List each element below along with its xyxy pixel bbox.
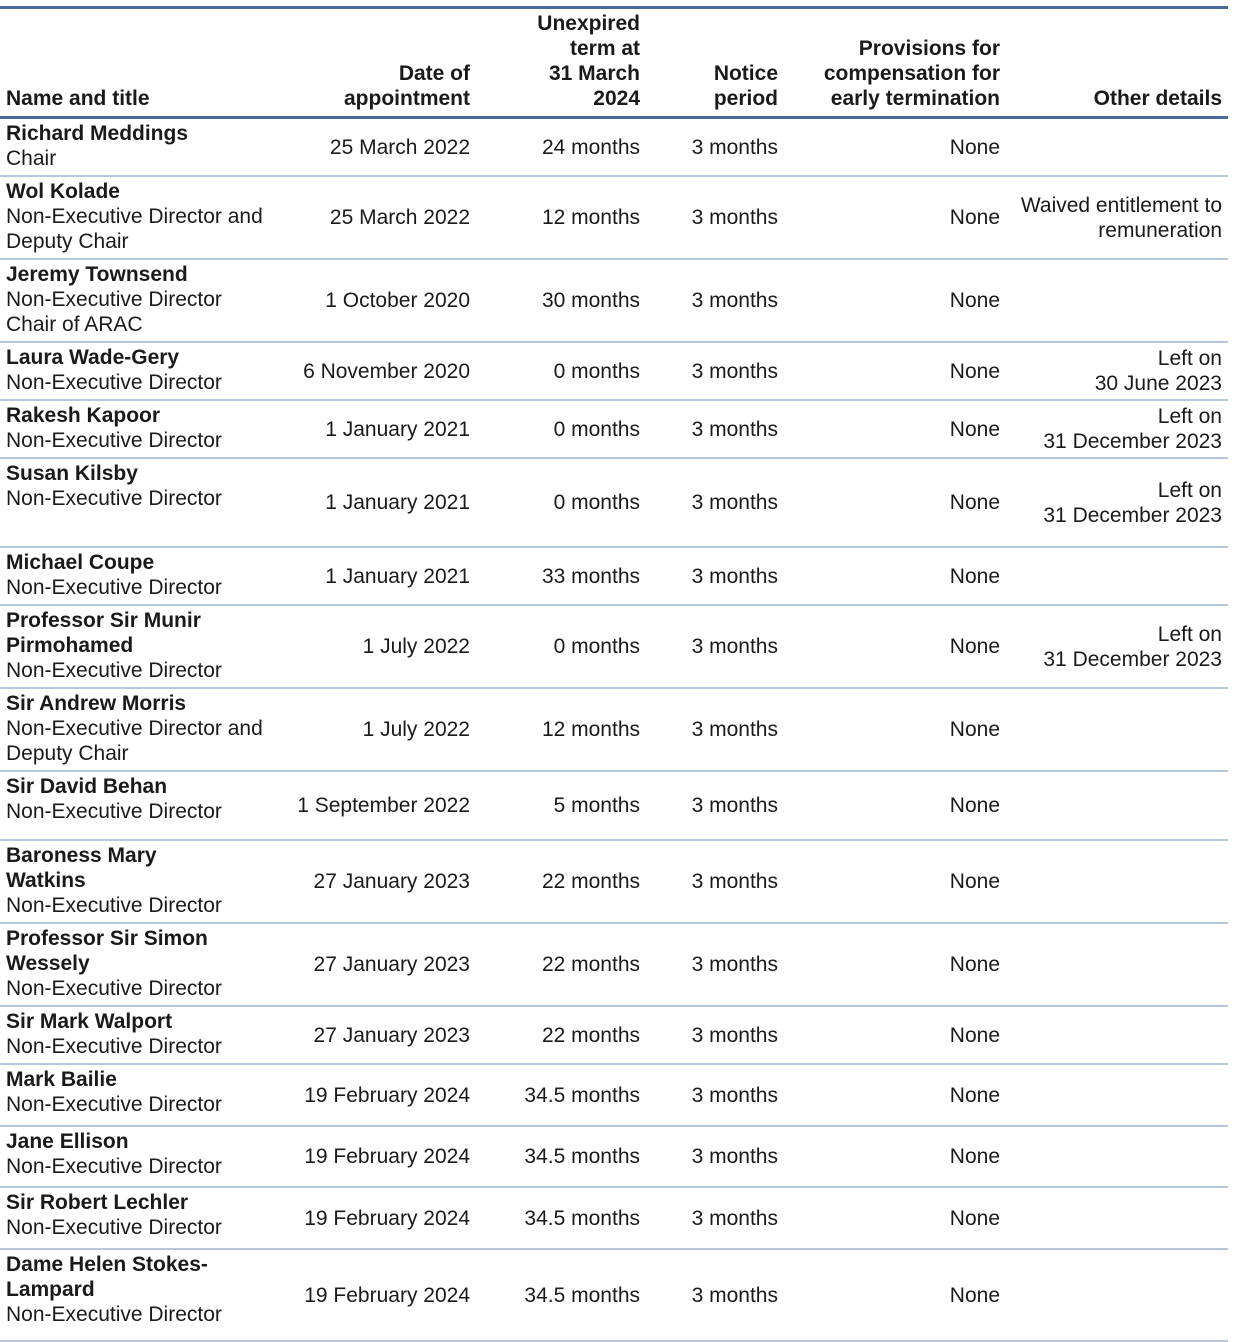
member-name: Susan Kilsby xyxy=(6,462,138,485)
member-title: Non-Executive Director xyxy=(6,894,222,917)
member-name: Michael Coupe xyxy=(6,551,155,574)
cell-notice-period: 3 months xyxy=(646,1187,784,1249)
table-row xyxy=(0,176,1228,259)
cell-unexpired-term: 12 months xyxy=(476,688,646,771)
cell-notice-period: 3 months xyxy=(646,1064,784,1126)
member-name: Wol Kolade xyxy=(6,180,120,203)
cell-unexpired-term: 5 months xyxy=(476,771,646,840)
table-body xyxy=(0,118,1228,1342)
cell-unexpired-term: 33 months xyxy=(476,547,646,605)
cell-name-and-title xyxy=(0,688,282,771)
member-name: Richard Meddings xyxy=(6,122,189,145)
cell-name-and-title xyxy=(0,1126,282,1187)
appointments-table-container xyxy=(0,6,1228,1342)
cell-compensation: None xyxy=(784,342,1006,400)
cell-unexpired-term: 22 months xyxy=(476,840,646,923)
member-title: Non-Executive Director xyxy=(6,1216,222,1239)
cell-other-details xyxy=(1006,771,1228,840)
cell-compensation: None xyxy=(784,1187,1006,1249)
cell-unexpired-term: 12 months xyxy=(476,176,646,259)
table-row xyxy=(0,771,1228,840)
cell-date-of-appointment: 25 March 2022 xyxy=(282,176,476,259)
cell-compensation: None xyxy=(784,400,1006,458)
cell-compensation: None xyxy=(784,118,1006,177)
cell-notice-period: 3 months xyxy=(646,688,784,771)
cell-other-details xyxy=(1006,840,1228,923)
cell-compensation: None xyxy=(784,840,1006,923)
table-header xyxy=(0,8,1228,118)
table-row xyxy=(0,1064,1228,1126)
member-name: Professor Sir Simon Wessely xyxy=(6,927,208,975)
cell-notice-period: 3 months xyxy=(646,771,784,840)
cell-name-and-title xyxy=(0,1006,282,1064)
table-row xyxy=(0,840,1228,923)
member-title: Non-Executive Director xyxy=(6,800,222,823)
member-title: Non-Executive Director xyxy=(6,1093,222,1116)
cell-other-details: Waived entitlement to remuneration xyxy=(1006,176,1228,259)
member-title: Non-Executive Director and Deputy Chair xyxy=(6,717,263,765)
cell-notice-period: 3 months xyxy=(646,1006,784,1064)
cell-date-of-appointment: 27 January 2023 xyxy=(282,840,476,923)
cell-other-details: Left on 31 December 2023 xyxy=(1006,400,1228,458)
cell-name-and-title xyxy=(0,342,282,400)
member-name: Dame Helen Stokes- Lampard xyxy=(6,1253,208,1301)
cell-name-and-title xyxy=(0,1064,282,1126)
cell-unexpired-term: 0 months xyxy=(476,342,646,400)
cell-other-details xyxy=(1006,1064,1228,1126)
cell-date-of-appointment: 1 July 2022 xyxy=(282,688,476,771)
header-compensation-provisions: Provisions for compensation for early termination xyxy=(784,8,1006,118)
cell-other-details: Left on 31 December 2023 xyxy=(1006,458,1228,547)
member-title: Non-Executive Director xyxy=(6,977,222,1000)
member-title: Non-Executive Director xyxy=(6,1035,222,1058)
cell-notice-period: 3 months xyxy=(646,547,784,605)
table-row xyxy=(0,259,1228,342)
cell-other-details xyxy=(1006,259,1228,342)
member-title: Non-Executive Director xyxy=(6,371,222,394)
table-row xyxy=(0,118,1228,177)
cell-compensation: None xyxy=(784,1064,1006,1126)
cell-other-details xyxy=(1006,688,1228,771)
cell-name-and-title xyxy=(0,1187,282,1249)
table-row xyxy=(0,923,1228,1006)
cell-unexpired-term: 24 months xyxy=(476,118,646,177)
cell-unexpired-term: 30 months xyxy=(476,259,646,342)
cell-notice-period: 3 months xyxy=(646,259,784,342)
cell-name-and-title xyxy=(0,547,282,605)
cell-unexpired-term: 0 months xyxy=(476,605,646,688)
cell-notice-period: 3 months xyxy=(646,1249,784,1341)
cell-other-details xyxy=(1006,923,1228,1006)
cell-date-of-appointment: 25 March 2022 xyxy=(282,118,476,177)
cell-name-and-title xyxy=(0,771,282,840)
cell-compensation: None xyxy=(784,458,1006,547)
cell-notice-period: 3 months xyxy=(646,400,784,458)
cell-notice-period: 3 months xyxy=(646,458,784,547)
member-name: Jane Ellison xyxy=(6,1130,129,1153)
cell-date-of-appointment: 27 January 2023 xyxy=(282,923,476,1006)
cell-name-and-title xyxy=(0,458,282,547)
member-name: Jeremy Townsend xyxy=(6,263,188,286)
cell-unexpired-term: 34.5 months xyxy=(476,1249,646,1341)
cell-compensation: None xyxy=(784,923,1006,1006)
member-name: Sir David Behan xyxy=(6,775,168,798)
cell-name-and-title xyxy=(0,840,282,923)
header-unexpired-term: Unexpired term at 31 March 2024 xyxy=(476,8,646,118)
table-row xyxy=(0,1187,1228,1249)
cell-compensation: None xyxy=(784,605,1006,688)
member-title: Non-Executive Director xyxy=(6,1303,222,1326)
cell-date-of-appointment: 19 February 2024 xyxy=(282,1187,476,1249)
cell-notice-period: 3 months xyxy=(646,605,784,688)
header-date-of-appointment: Date of appointment xyxy=(282,8,476,118)
member-title: Non-Executive Director xyxy=(6,1155,222,1178)
cell-date-of-appointment: 1 July 2022 xyxy=(282,605,476,688)
table-row xyxy=(0,547,1228,605)
member-name: Mark Bailie xyxy=(6,1068,117,1091)
cell-date-of-appointment: 1 January 2021 xyxy=(282,547,476,605)
header-other-details: Other details xyxy=(1006,8,1228,118)
member-name: Rakesh Kapoor xyxy=(6,404,161,427)
cell-notice-period: 3 months xyxy=(646,840,784,923)
cell-other-details xyxy=(1006,1249,1228,1341)
cell-notice-period: 3 months xyxy=(646,118,784,177)
cell-name-and-title xyxy=(0,176,282,259)
cell-other-details xyxy=(1006,1187,1228,1249)
table-row xyxy=(0,1126,1228,1187)
cell-other-details: Left on 30 June 2023 xyxy=(1006,342,1228,400)
cell-unexpired-term: 34.5 months xyxy=(476,1064,646,1126)
member-title: Non-Executive Director xyxy=(6,429,222,452)
table-row xyxy=(0,1249,1228,1341)
table-row xyxy=(0,458,1228,547)
cell-unexpired-term: 22 months xyxy=(476,1006,646,1064)
member-name: Baroness Mary Watkins xyxy=(6,844,157,892)
member-name: Sir Andrew Morris xyxy=(6,692,187,715)
cell-date-of-appointment: 1 September 2022 xyxy=(282,771,476,840)
cell-notice-period: 3 months xyxy=(646,342,784,400)
cell-compensation: None xyxy=(784,688,1006,771)
cell-unexpired-term: 22 months xyxy=(476,923,646,1006)
member-title: Chair xyxy=(6,147,57,170)
cell-other-details: Left on 31 December 2023 xyxy=(1006,605,1228,688)
cell-compensation: None xyxy=(784,176,1006,259)
cell-date-of-appointment: 19 February 2024 xyxy=(282,1126,476,1187)
cell-compensation: None xyxy=(784,259,1006,342)
cell-date-of-appointment: 1 January 2021 xyxy=(282,400,476,458)
member-title: Non-Executive Director and Deputy Chair xyxy=(6,205,263,253)
cell-date-of-appointment: 19 February 2024 xyxy=(282,1249,476,1341)
table-row xyxy=(0,605,1228,688)
cell-name-and-title xyxy=(0,259,282,342)
cell-notice-period: 3 months xyxy=(646,176,784,259)
table-row xyxy=(0,1006,1228,1064)
cell-unexpired-term: 34.5 months xyxy=(476,1187,646,1249)
member-name: Sir Mark Walport xyxy=(6,1010,173,1033)
cell-date-of-appointment: 6 November 2020 xyxy=(282,342,476,400)
cell-name-and-title xyxy=(0,400,282,458)
cell-name-and-title xyxy=(0,605,282,688)
cell-name-and-title xyxy=(0,923,282,1006)
cell-date-of-appointment: 1 January 2021 xyxy=(282,458,476,547)
appointments-table xyxy=(0,6,1228,1342)
header-notice-period: Notice period xyxy=(646,8,784,118)
cell-date-of-appointment: 1 October 2020 xyxy=(282,259,476,342)
cell-name-and-title xyxy=(0,118,282,177)
table-row xyxy=(0,342,1228,400)
cell-date-of-appointment: 27 January 2023 xyxy=(282,1006,476,1064)
cell-date-of-appointment: 19 February 2024 xyxy=(282,1064,476,1126)
cell-name-and-title xyxy=(0,1249,282,1341)
member-title: Non-Executive Director xyxy=(6,659,222,682)
member-name: Professor Sir Munir Pirmohamed xyxy=(6,609,201,657)
cell-other-details xyxy=(1006,1006,1228,1064)
member-title: Non-Executive Director xyxy=(6,576,222,599)
cell-other-details xyxy=(1006,118,1228,177)
cell-compensation: None xyxy=(784,1126,1006,1187)
cell-compensation: None xyxy=(784,1006,1006,1064)
table-row xyxy=(0,688,1228,771)
cell-unexpired-term: 0 months xyxy=(476,400,646,458)
member-title: Non-Executive Director xyxy=(6,487,222,510)
member-title: Non-Executive Director Chair of ARAC xyxy=(6,288,222,336)
cell-unexpired-term: 34.5 months xyxy=(476,1126,646,1187)
header-name-and-title: Name and title xyxy=(0,8,282,118)
member-name: Sir Robert Lechler xyxy=(6,1191,189,1214)
table-row xyxy=(0,400,1228,458)
cell-compensation: None xyxy=(784,547,1006,605)
cell-other-details xyxy=(1006,1126,1228,1187)
header-row xyxy=(0,8,1228,118)
cell-notice-period: 3 months xyxy=(646,923,784,1006)
cell-compensation: None xyxy=(784,771,1006,840)
member-name: Laura Wade-Gery xyxy=(6,346,180,369)
cell-compensation: None xyxy=(784,1249,1006,1341)
cell-other-details xyxy=(1006,547,1228,605)
cell-notice-period: 3 months xyxy=(646,1126,784,1187)
cell-unexpired-term: 0 months xyxy=(476,458,646,547)
